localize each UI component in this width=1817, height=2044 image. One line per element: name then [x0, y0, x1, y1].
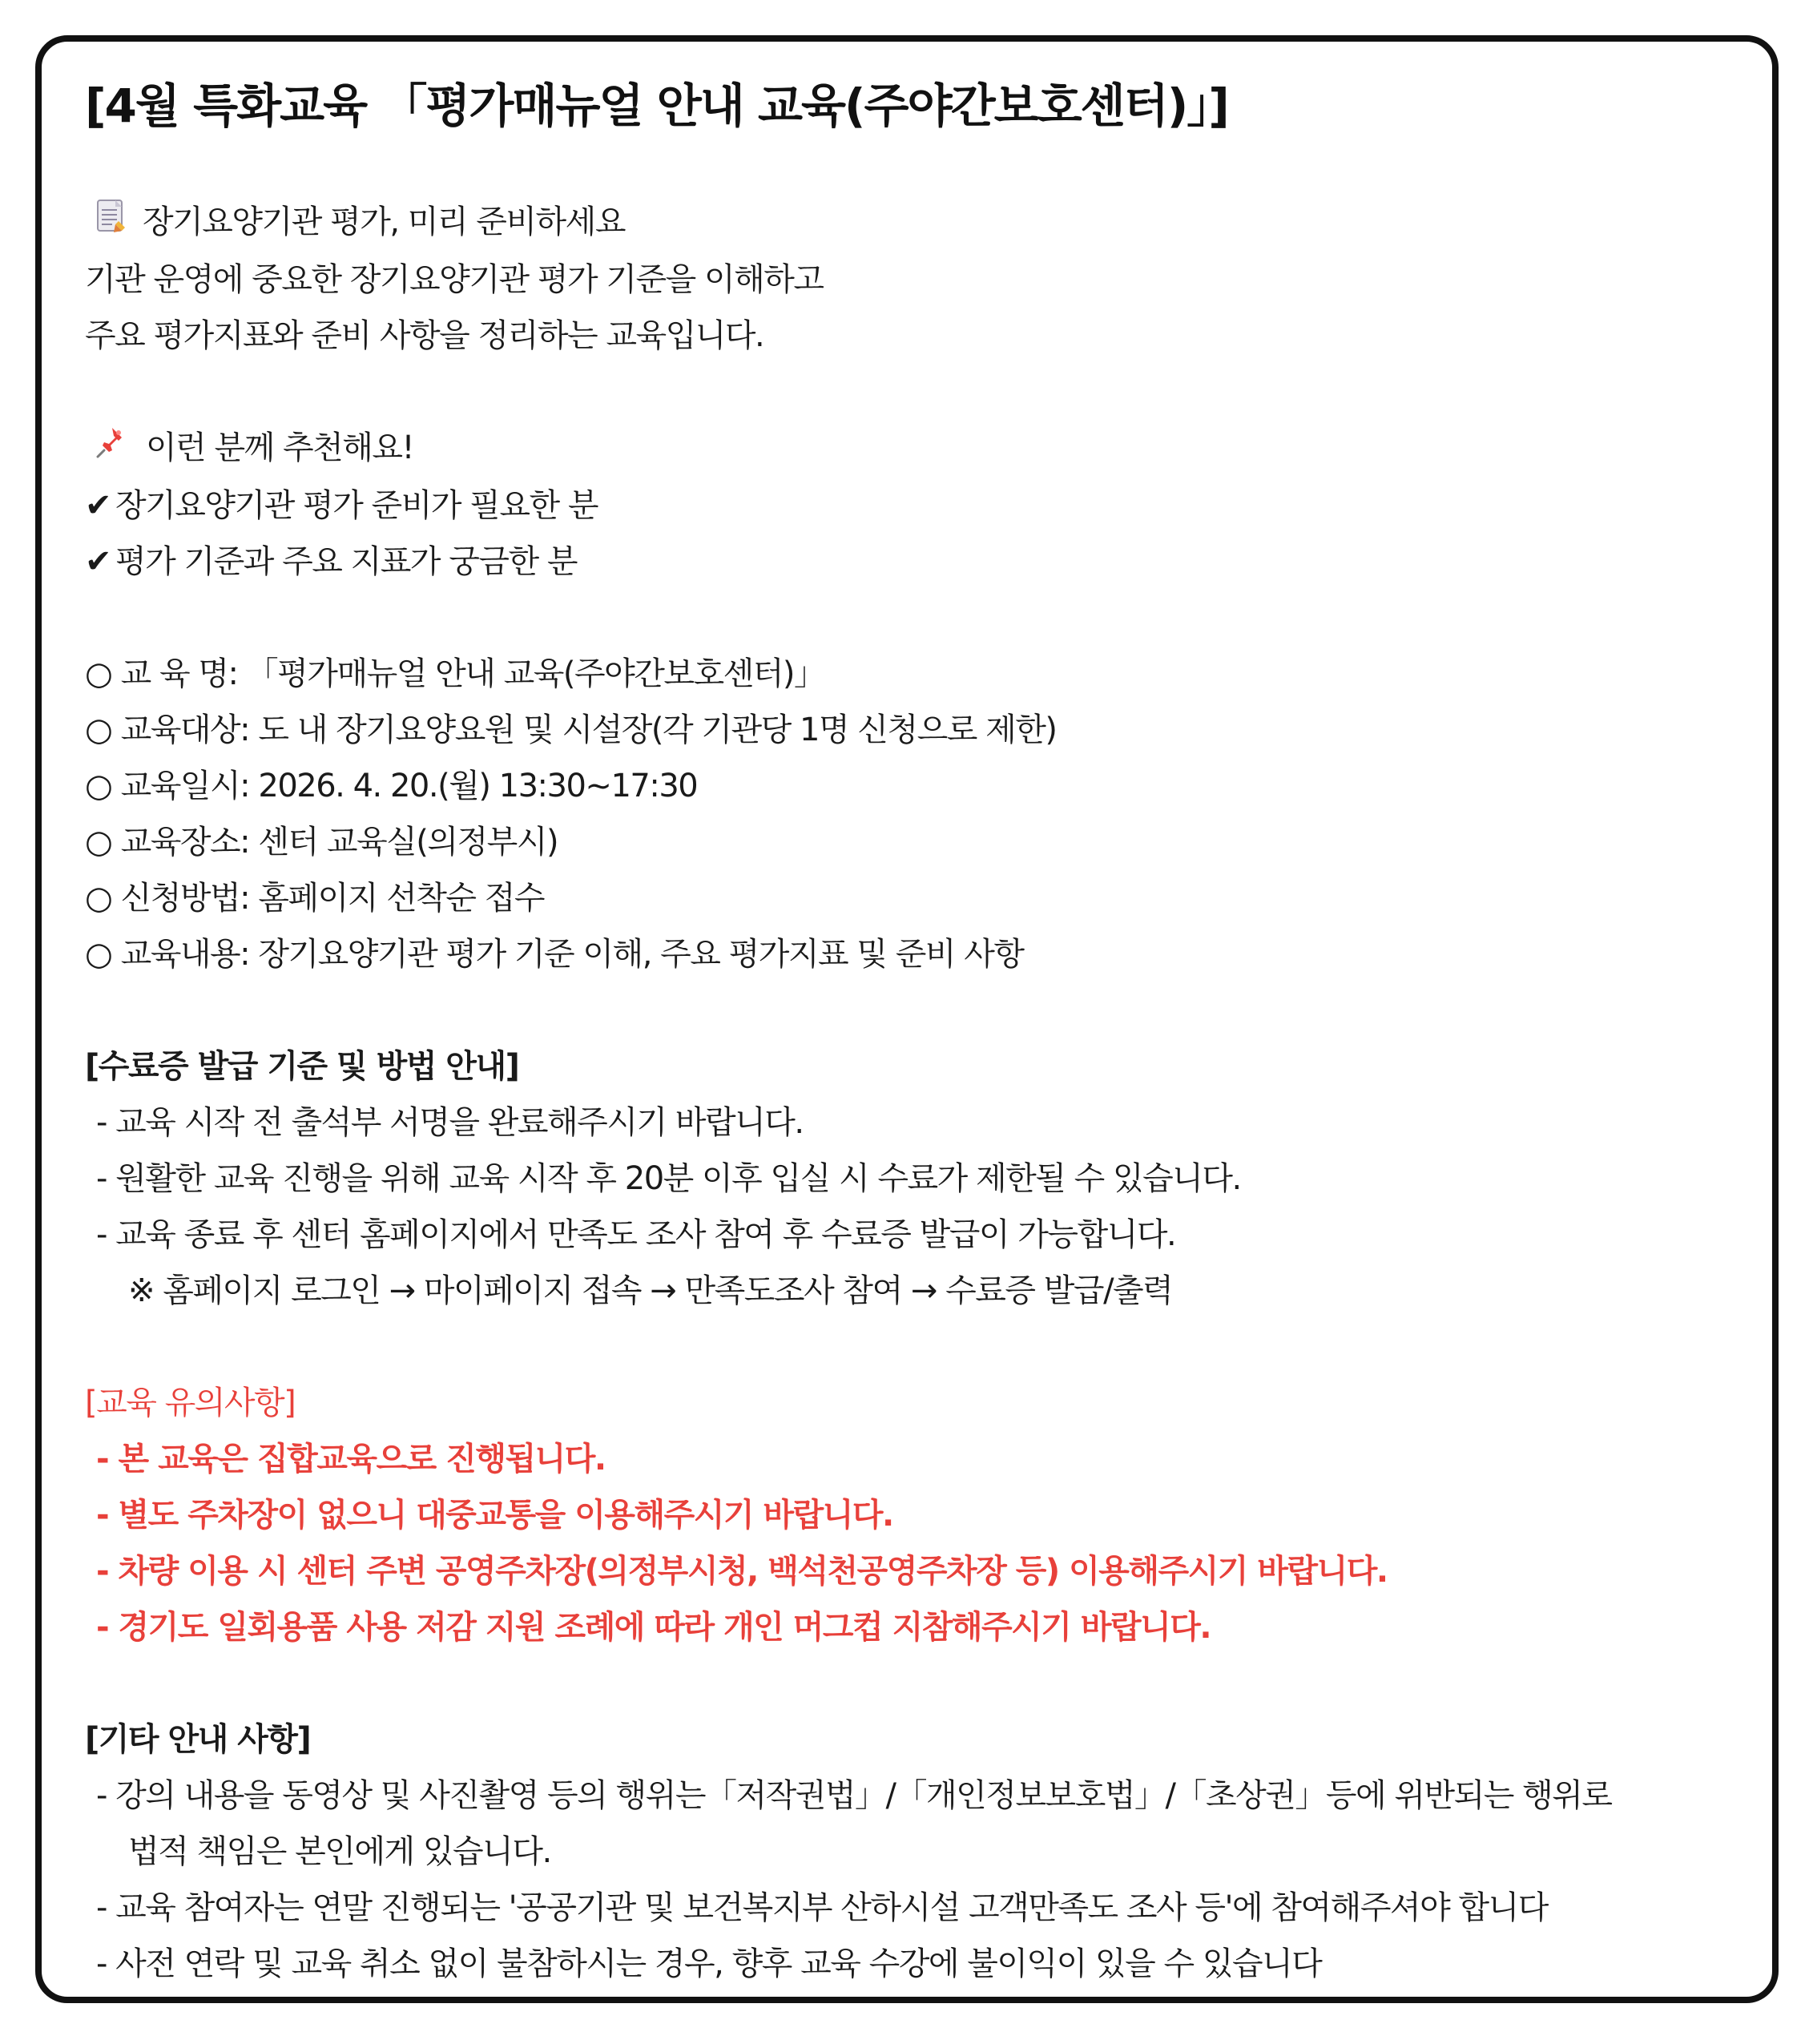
other-item: - 교육 참여자는 연말 진행되는 '공공기관 및 보건복지부 산하시설 고객만족도 조사 등'에 참여해주셔야 합니다	[96, 1889, 1548, 1926]
recommend-item: ✔ 평가 기준과 주요 지표가 궁금한 분	[85, 534, 1740, 590]
check-icon: ✔	[85, 487, 111, 524]
detail-datetime: ○ 교육일시: 2026. 4. 20.(월) 13:30~17:30	[85, 768, 698, 804]
detail-location: ○ 교육장소: 센터 교육실(의정부시)	[85, 824, 558, 861]
other-item: - 강의 내용을 동영상 및 사진촬영 등의 행위는「저작권법」/「개인정보보호법」/「초상권」등에 위반되는 행위로	[96, 1777, 1612, 1814]
notice-card	[35, 35, 1779, 2003]
cautions-heading: [교육 유의사항]	[85, 1385, 296, 1421]
recommend-heading: 이런 분께 추천해요!	[146, 429, 414, 466]
notice-content	[85, 74, 1740, 1992]
detail-target: ○ 교육대상: 도 내 장기요양요원 및 시설장(각 기관당 1명 신청으로 제한)	[85, 712, 1057, 748]
recommend-heading-row	[85, 420, 1740, 478]
recommend-item: ✔ 장기요양기관 평가 준비가 필요한 분	[85, 478, 1740, 534]
intro-line: 기관 운영에 중요한 장기요양기관 평가 기준을 이해하고	[85, 261, 824, 298]
detail-apply-method: ○ 신청방법: 홈페이지 선착순 접수	[85, 880, 545, 917]
detail-content: ○ 교육내용: 장기요양기관 평가 기준 이해, 주요 평가지표 및 준비 사항	[85, 936, 1024, 973]
intro-heading-row	[85, 194, 1740, 252]
certificate-heading: [수료증 발급 기준 및 방법 안내]	[85, 1048, 519, 1085]
certificate-item: - 교육 시작 전 출석부 서명을 완료해주시기 바랍니다.	[96, 1104, 804, 1141]
caution-item: - 경기도 일회용품 사용 저감 지원 조례에 따라 개인 머그컵 지참해주시기 바랍니다.	[96, 1609, 1211, 1646]
caution-item: - 차량 이용 시 센터 주변 공영주차장(의정부시청, 백석천공영주차장 등) 이용해주시기 바랍니다.	[96, 1553, 1388, 1590]
certificate-item: - 교육 종료 후 센터 홈페이지에서 만족도 조사 참여 후 수료증 발급이 가능합니다.	[96, 1216, 1176, 1253]
other-item: - 사전 연락 및 교육 취소 없이 불참하시는 경우, 향후 교육 수강에 불이익이 있을 수 있습니다	[96, 1945, 1322, 1982]
certificate-note: ※ 홈페이지 로그인 → 마이페이지 접속 → 만족도조사 참여 → 수료증 발급/출력	[128, 1272, 1173, 1309]
intro-heading: 장기요양기관 평가, 미리 준비하세요	[143, 204, 625, 240]
check-icon: ✔	[85, 543, 111, 580]
pushpin-icon	[95, 421, 130, 478]
page-title: [4월 특화교육 「평가매뉴얼 안내 교육(주야간보호센터)」]	[85, 79, 1228, 133]
intro-line: 주요 평가지표와 준비 사항을 정리하는 교육입니다.	[85, 317, 764, 354]
detail-course-name: ○ 교 육 명: 「평가매뉴얼 안내 교육(주야간보호센터)」	[85, 655, 825, 692]
caution-item: - 본 교육은 집합교육으로 진행됩니다.	[96, 1441, 606, 1478]
caution-item: - 별도 주차장이 없으니 대중교통을 이용해주시기 바랍니다.	[96, 1497, 893, 1534]
other-item-continuation: 법적 책임은 본인에게 있습니다.	[128, 1833, 551, 1870]
other-heading: [기타 안내 사항]	[85, 1721, 311, 1758]
certificate-item: - 원활한 교육 진행을 위해 교육 시작 후 20분 이후 입실 시 수료가 제한될 수 있습니다.	[96, 1160, 1241, 1197]
memo-icon	[95, 196, 127, 252]
